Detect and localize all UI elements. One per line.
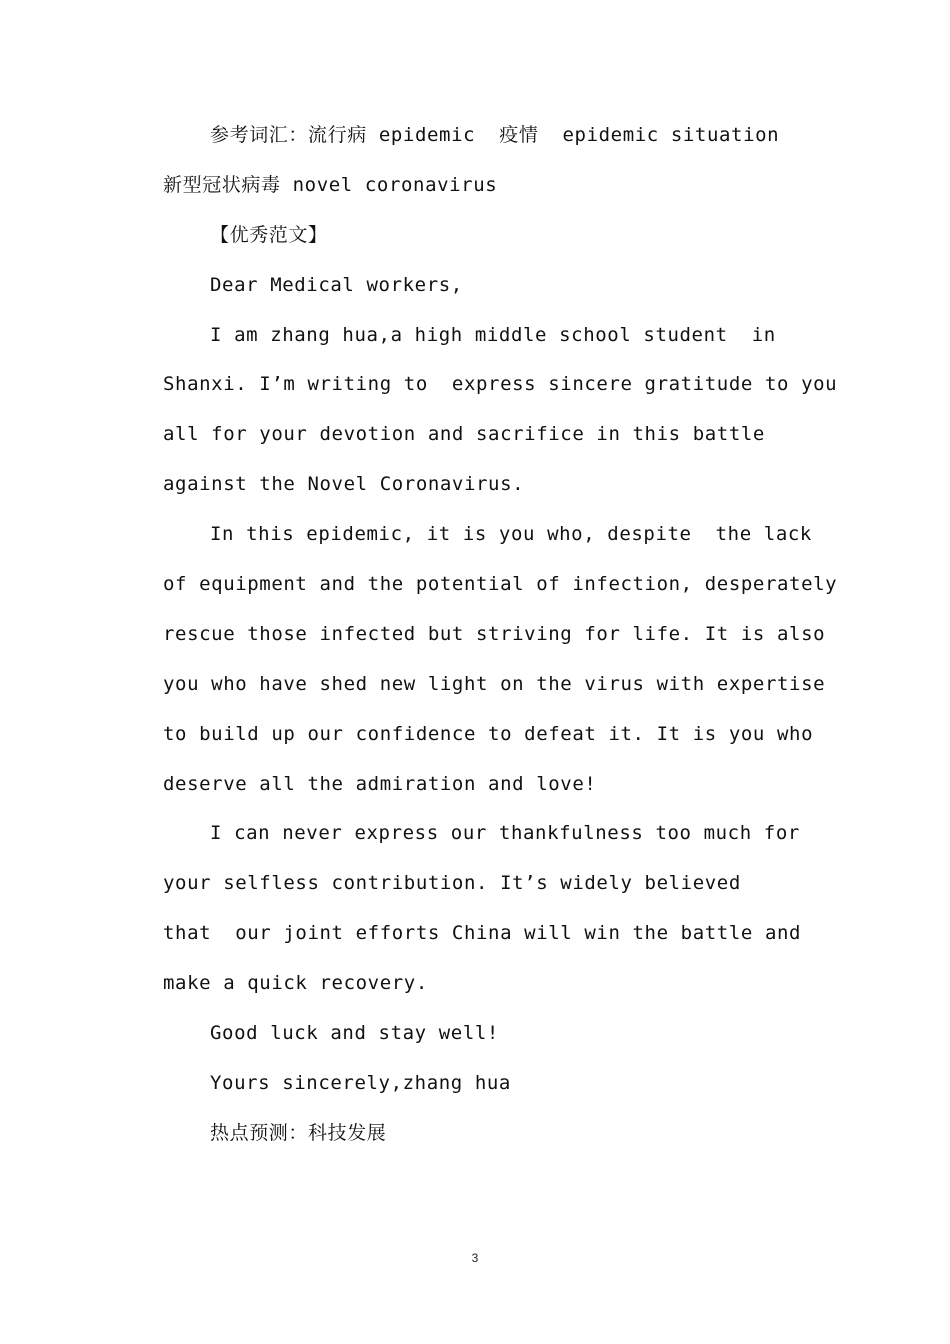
paragraph-3-line-3: that our joint efforts China will win the battle and	[163, 922, 802, 945]
vocabulary-line-1: 参考词汇：流行病 epidemic 疫情 epidemic situation	[210, 124, 780, 146]
page-number: 3	[471, 1251, 479, 1265]
paragraph-2-line-6: deserve all the admiration and love!	[163, 772, 597, 795]
vocabulary-line-2: 新型冠状病毒 novel coronavirus	[163, 173, 498, 196]
paragraph-2-line-5: to build up our confidence to defeat it. It is you who	[163, 722, 814, 745]
document-body	[163, 111, 838, 1159]
paragraph-3-line-1: I can never express our thankfulness too much for	[210, 822, 800, 845]
paragraph-2-line-2: of equipment and the potential of infection, desperately	[163, 573, 838, 596]
paragraph-3-line-4: make a quick recovery.	[163, 972, 428, 995]
paragraph-1-line-1: I am zhang hua,a high middle school student in	[210, 323, 776, 346]
paragraph-1-line-4: against the Novel Coronavirus.	[163, 473, 525, 496]
paragraph-2-line-4: you who have shed new light on the virus with expertise	[163, 672, 826, 695]
paragraph-2-line-1: In this epidemic, it is you who, despite the lack	[210, 523, 812, 546]
next-topic-heading: 热点预测：科技发展	[210, 1121, 387, 1144]
paragraph-1-line-3: all for your devotion and sacrifice in this battle	[163, 423, 765, 446]
sample-essay-heading: 【优秀范文】	[210, 223, 328, 246]
letter-closing-wish: Good luck and stay well!	[210, 1022, 499, 1045]
paragraph-2-line-3: rescue those infected but striving for life. It is also	[163, 622, 826, 645]
letter-salutation: Dear Medical workers,	[210, 273, 463, 296]
paragraph-3-line-2: your selfless contribution. It’s widely believed	[163, 872, 741, 895]
letter-signature: Yours sincerely,zhang hua	[210, 1071, 511, 1094]
paragraph-1-line-2: Shanxi. I’m writing to express sincere gratitude to you	[163, 373, 838, 396]
